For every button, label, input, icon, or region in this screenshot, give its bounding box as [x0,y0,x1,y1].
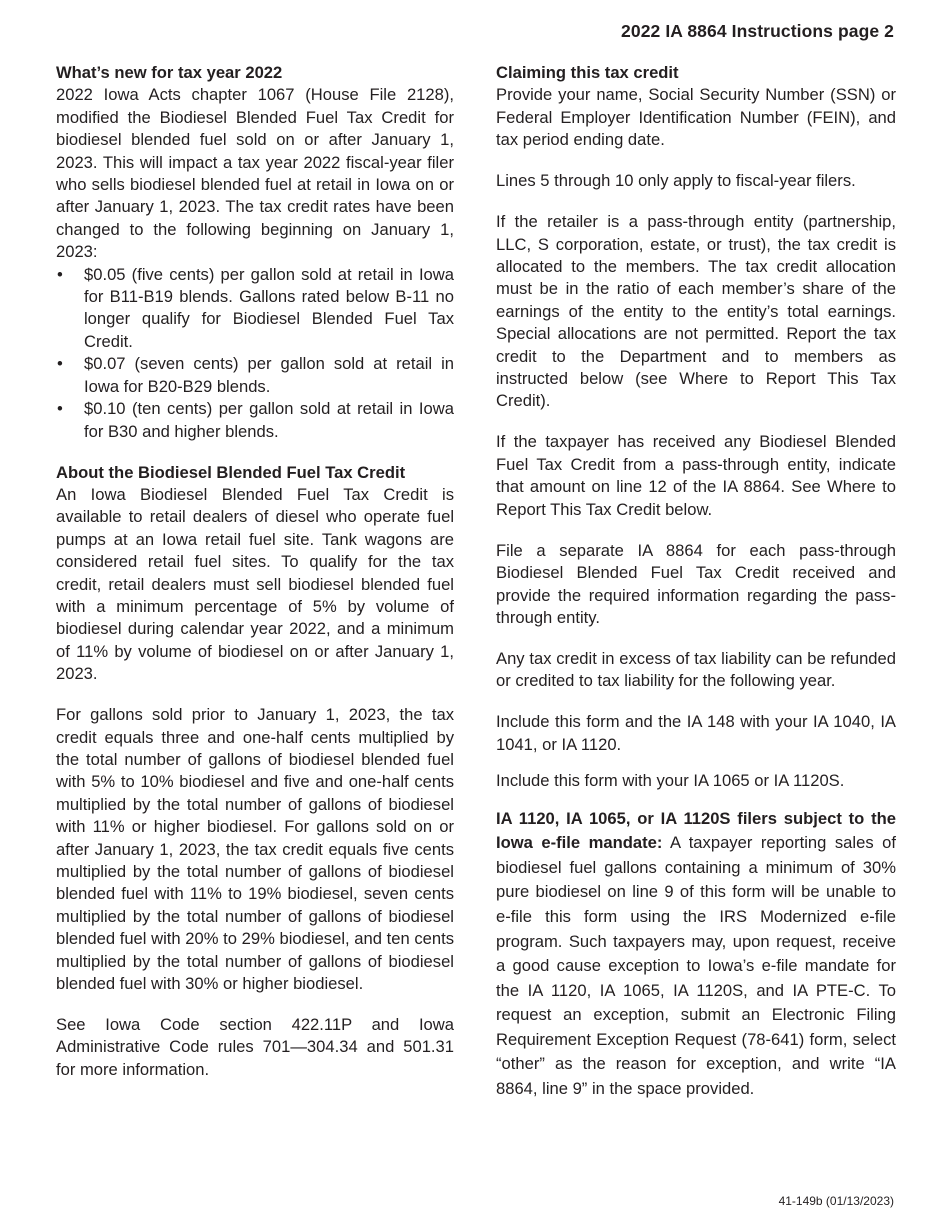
about-paragraph-2: For gallons sold prior to January 1, 2023, the tax credit equals three and one-half cents multiplied by the total number of gallons of biodiesel blended fuel with 5% to 10% biodiesel and five and one-half cents multiplied by the total number of gallons of biodiesel with 11% or higher biodiesel. For gallons sold on or after January 1, 2023, the tax credit equals five cents multiplied by the total number of gallons of biodiesel blended fuel with 11% to 19% biodiesel, seven cents multiplied by the total number of gallons of biodiesel blended fuel with 20% to 29% biodiesel, and ten cents multiplied by the total number of gallons of biodiesel blended fuel with 30% or higher biodiesel. [56,705,454,994]
form-code: 41-149b (01/13/2023) [778,1194,894,1208]
efile-mandate-text: A taxpayer reporting sales of biodiesel fuel gallons containing a minimum of 30% pure biodiesel on line 9 of this form will be unable to e-file this form using the IRS Modernized e-file program. Such taxpayers may, upon request, receive a good cause exception to Iowa’s e-file mandate for the IA 1120, IA 1065, IA 1120S, and IA PTE-C. To request an exception, submit an Electronic Filing Requirement Exception Request (78-641) form, select “other” as the reason for exception, and write “IA 8864, line 9” in the space provided. [496,833,896,1099]
claiming-paragraph-1: Provide your name, Social Security Number (SSN) or Federal Employer Identification Number (FEIN), and tax period ending date. [496,85,896,150]
list-item: • $0.05 (five cents) per gallon sold at retail in Iowa for B11-B19 blends. Gallons rated below B-11 no longer qualify for Biodiesel Blended Fuel Tax Credit. [56,264,454,354]
list-item: • $0.10 (ten cents) per gallon sold at retail in Iowa for B30 and higher blends. [56,398,454,443]
about-paragraph-1: An Iowa Biodiesel Blended Fuel Tax Credit is available to retail dealers of diesel who operate fuel pumps at an Iowa retail fuel site. Tank wagons are considered retail fuel sites. To qualify for the tax credit, retail dealers must sell biodiesel blended fuel with a minimum percentage of 5% by volume of biodiesel during calendar year 2022, and a minimum of 11% by volume of biodiesel on or after January 1, 2023. [56,484,454,684]
about-heading: About the Biodiesel Blended Fuel Tax Credit [56,462,406,482]
whats-new-intro: 2022 Iowa Acts chapter 1067 (House File 2128), modified the Biodiesel Blended Fuel Tax Credit for biodiesel blended fuel sold on or after January 1, 2023. This will impact a tax year 2022 fiscal-year filer who sells biodiesel blended fuel at retail in Iowa on or after January 1, 2023. The tax credit rates have been changed to the following beginning on January 1, 2023: [56,85,454,262]
rate-list [56,264,454,443]
efile-mandate-label: IA 1120, IA 1065, or IA 1120S filers subject to the Iowa e-file mandate: [496,808,896,853]
whats-new-heading: What’s new for tax year 2022 [56,63,283,82]
claiming-paragraph-8: Include this form with your IA 1065 or IA 1120S. [496,771,845,791]
list-item: • $0.07 (seven cents) per gallon sold at retail in Iowa for B20-B29 blends. [56,353,454,398]
page-title: 2022 IA 8864 Instructions page 2 [621,21,894,41]
claiming-heading: Claiming this tax credit [496,63,679,82]
claiming-paragraph-2: Lines 5 through 10 only apply to fiscal-year filers. [496,171,856,191]
claiming-paragraph-3: If the retailer is a pass-through entity (partnership, LLC, S corporation, estate, or trust), the tax credit is allocated to the members. The tax credit allocation must be in the ratio of each member’s share of the earnings of the entity to the entity’s total earnings. Special allocations are not permitted. Report the tax credit to the Department and to members as instructed below (see Where to Report This Tax Credit). [496,212,896,411]
efile-mandate-paragraph [496,807,896,1102]
claiming-paragraph-4: If the taxpayer has received any Biodiesel Blended Fuel Tax Credit from a pass-through entity, indicate that amount on line 12 of the IA 8864. See Where to Report This Tax Credit below. [496,432,896,519]
about-paragraph-3: See Iowa Code section 422.11P and Iowa Administrative Code rules 701—304.34 and 501.31 for more information. [56,1015,454,1079]
claiming-paragraph-7: Include this form and the IA 148 with your IA 1040, IA 1041, or IA 1120. [496,712,896,754]
claiming-paragraph-6: Any tax credit in excess of tax liability can be refunded or credited to tax liability for the following year. [496,648,896,691]
claiming-paragraph-5: File a separate IA 8864 for each pass-through Biodiesel Blended Fuel Tax Credit received and provide the required information regarding the pass-through entity. [496,540,896,627]
right-column [496,62,896,1102]
left-column [56,62,454,1081]
